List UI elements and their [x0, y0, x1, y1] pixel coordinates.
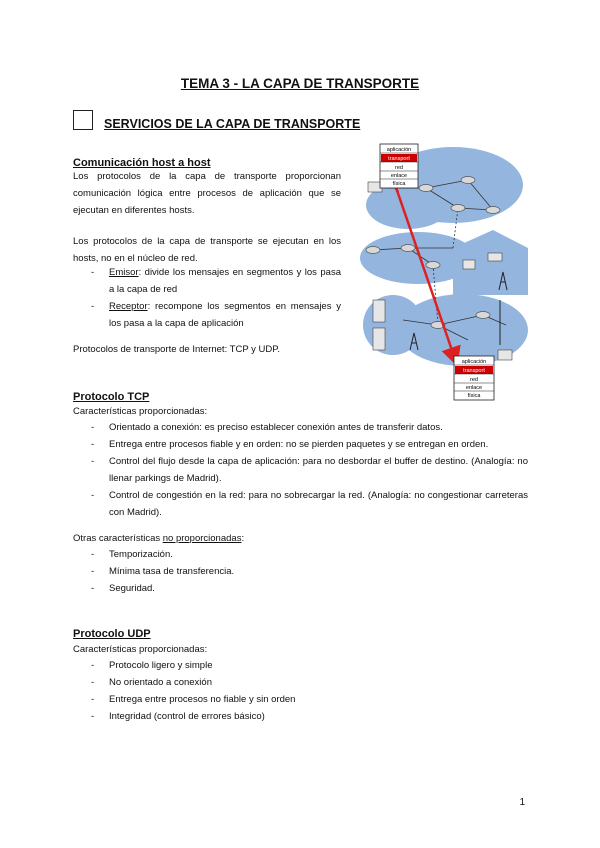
tcp-others-intro [73, 530, 244, 547]
udp-list [73, 657, 528, 725]
stack-layer: transport [388, 156, 410, 162]
router-icon [401, 245, 415, 252]
router-icon [451, 205, 465, 212]
list-item: - Integridad (control de errores básico) [73, 708, 528, 725]
page-title: TEMA 3 - LA CAPA DE TRANSPORTE [180, 76, 420, 91]
section-title: SERVICIOS DE LA CAPA DE TRANSPORTE [104, 117, 361, 131]
list-item: - Mínima tasa de transferencia. [73, 563, 528, 580]
list-item: - Entrega entre procesos no fiable y sin orden [73, 691, 528, 708]
stack-layer: física [392, 181, 406, 187]
host-protocols: Protocolos de transporte de Internet: TCP y UDP. [73, 344, 281, 355]
tcp-intro: Características proporcionadas: [73, 406, 208, 417]
host-para1: Los protocolos de la capa de transporte proporcionan comunicación lógica entre procesos de aplicación que se ejecutan en diferentes hosts. [73, 171, 341, 216]
receptor-text: : recompone los segmentos en mensajes y los pasa a la capa de aplicación [109, 301, 341, 329]
emisor-text: : divide los mensajes en segmentos y los pasa a la capa de red [109, 267, 341, 295]
list-item [73, 298, 341, 332]
stack-layer: transport [463, 368, 485, 374]
router-icon [426, 262, 440, 269]
stack-layer: física [467, 393, 481, 399]
tcp-others-list [73, 546, 528, 597]
list-item: - Orientado a conexión: es preciso establecer conexión antes de transferir datos. [73, 419, 528, 436]
list-item [73, 264, 341, 298]
udp-heading: Protocolo UDP [73, 628, 151, 640]
router-icon [366, 247, 380, 254]
network-cloud [363, 295, 423, 355]
list-item: - Control de congestión en la red: para no sobrecargar la red. (Analogía: no congestionar carreteras con Madrid). [73, 487, 528, 521]
section-checkbox[interactable] [73, 110, 93, 130]
stack-layer: red [395, 165, 403, 171]
server-icon [373, 300, 385, 322]
router-icon [419, 185, 433, 192]
others-underlined: no proporcionadas [162, 533, 242, 544]
receptor-term: Receptor [109, 301, 148, 312]
emisor-term: Emisor [109, 267, 139, 278]
stack-layer: aplicación [461, 359, 487, 365]
tcp-list [73, 419, 528, 521]
router-icon [486, 207, 500, 214]
list-item: - Temporización. [73, 546, 528, 563]
udp-intro: Características proporcionadas: [73, 644, 208, 655]
list-item: - No orientado a conexión [73, 674, 528, 691]
desktop-icon [463, 260, 475, 269]
router-icon [461, 177, 475, 184]
laptop-icon [488, 253, 502, 261]
host-para2: Los protocolos de la capa de transporte se ejecutan en los hosts, no en el núcleo de red. [73, 236, 341, 264]
stack-layer: aplicación [386, 147, 412, 153]
protocol-stack-destination [454, 356, 494, 400]
host-list [73, 264, 341, 332]
stack-layer: enlace [390, 173, 408, 179]
list-item: - Seguridad. [73, 580, 528, 597]
stack-layer: enlace [465, 385, 483, 391]
list-item: - Entrega entre procesos fiable y en orden: no se pierden paquetes y se entregan en orden. [73, 436, 528, 453]
server-icon [373, 328, 385, 350]
protocol-stack-source [380, 144, 418, 188]
desktop-icon [498, 350, 512, 360]
tcp-heading: Protocolo TCP [73, 391, 150, 403]
stack-layer: red [470, 377, 478, 383]
others-prefix: Otras características [73, 533, 163, 544]
network-diagram [358, 140, 530, 402]
router-icon [476, 312, 490, 319]
list-item: - Control del flujo desde la capa de aplicación: para no desbordar el buffer de destino. (Analogía: no llenar parkings de Madrid). [73, 453, 528, 487]
page-number: 1 [519, 797, 525, 808]
host-heading: Comunicación host a host [73, 157, 211, 169]
others-suffix: : [241, 533, 245, 544]
list-item: - Protocolo ligero y simple [73, 657, 528, 674]
